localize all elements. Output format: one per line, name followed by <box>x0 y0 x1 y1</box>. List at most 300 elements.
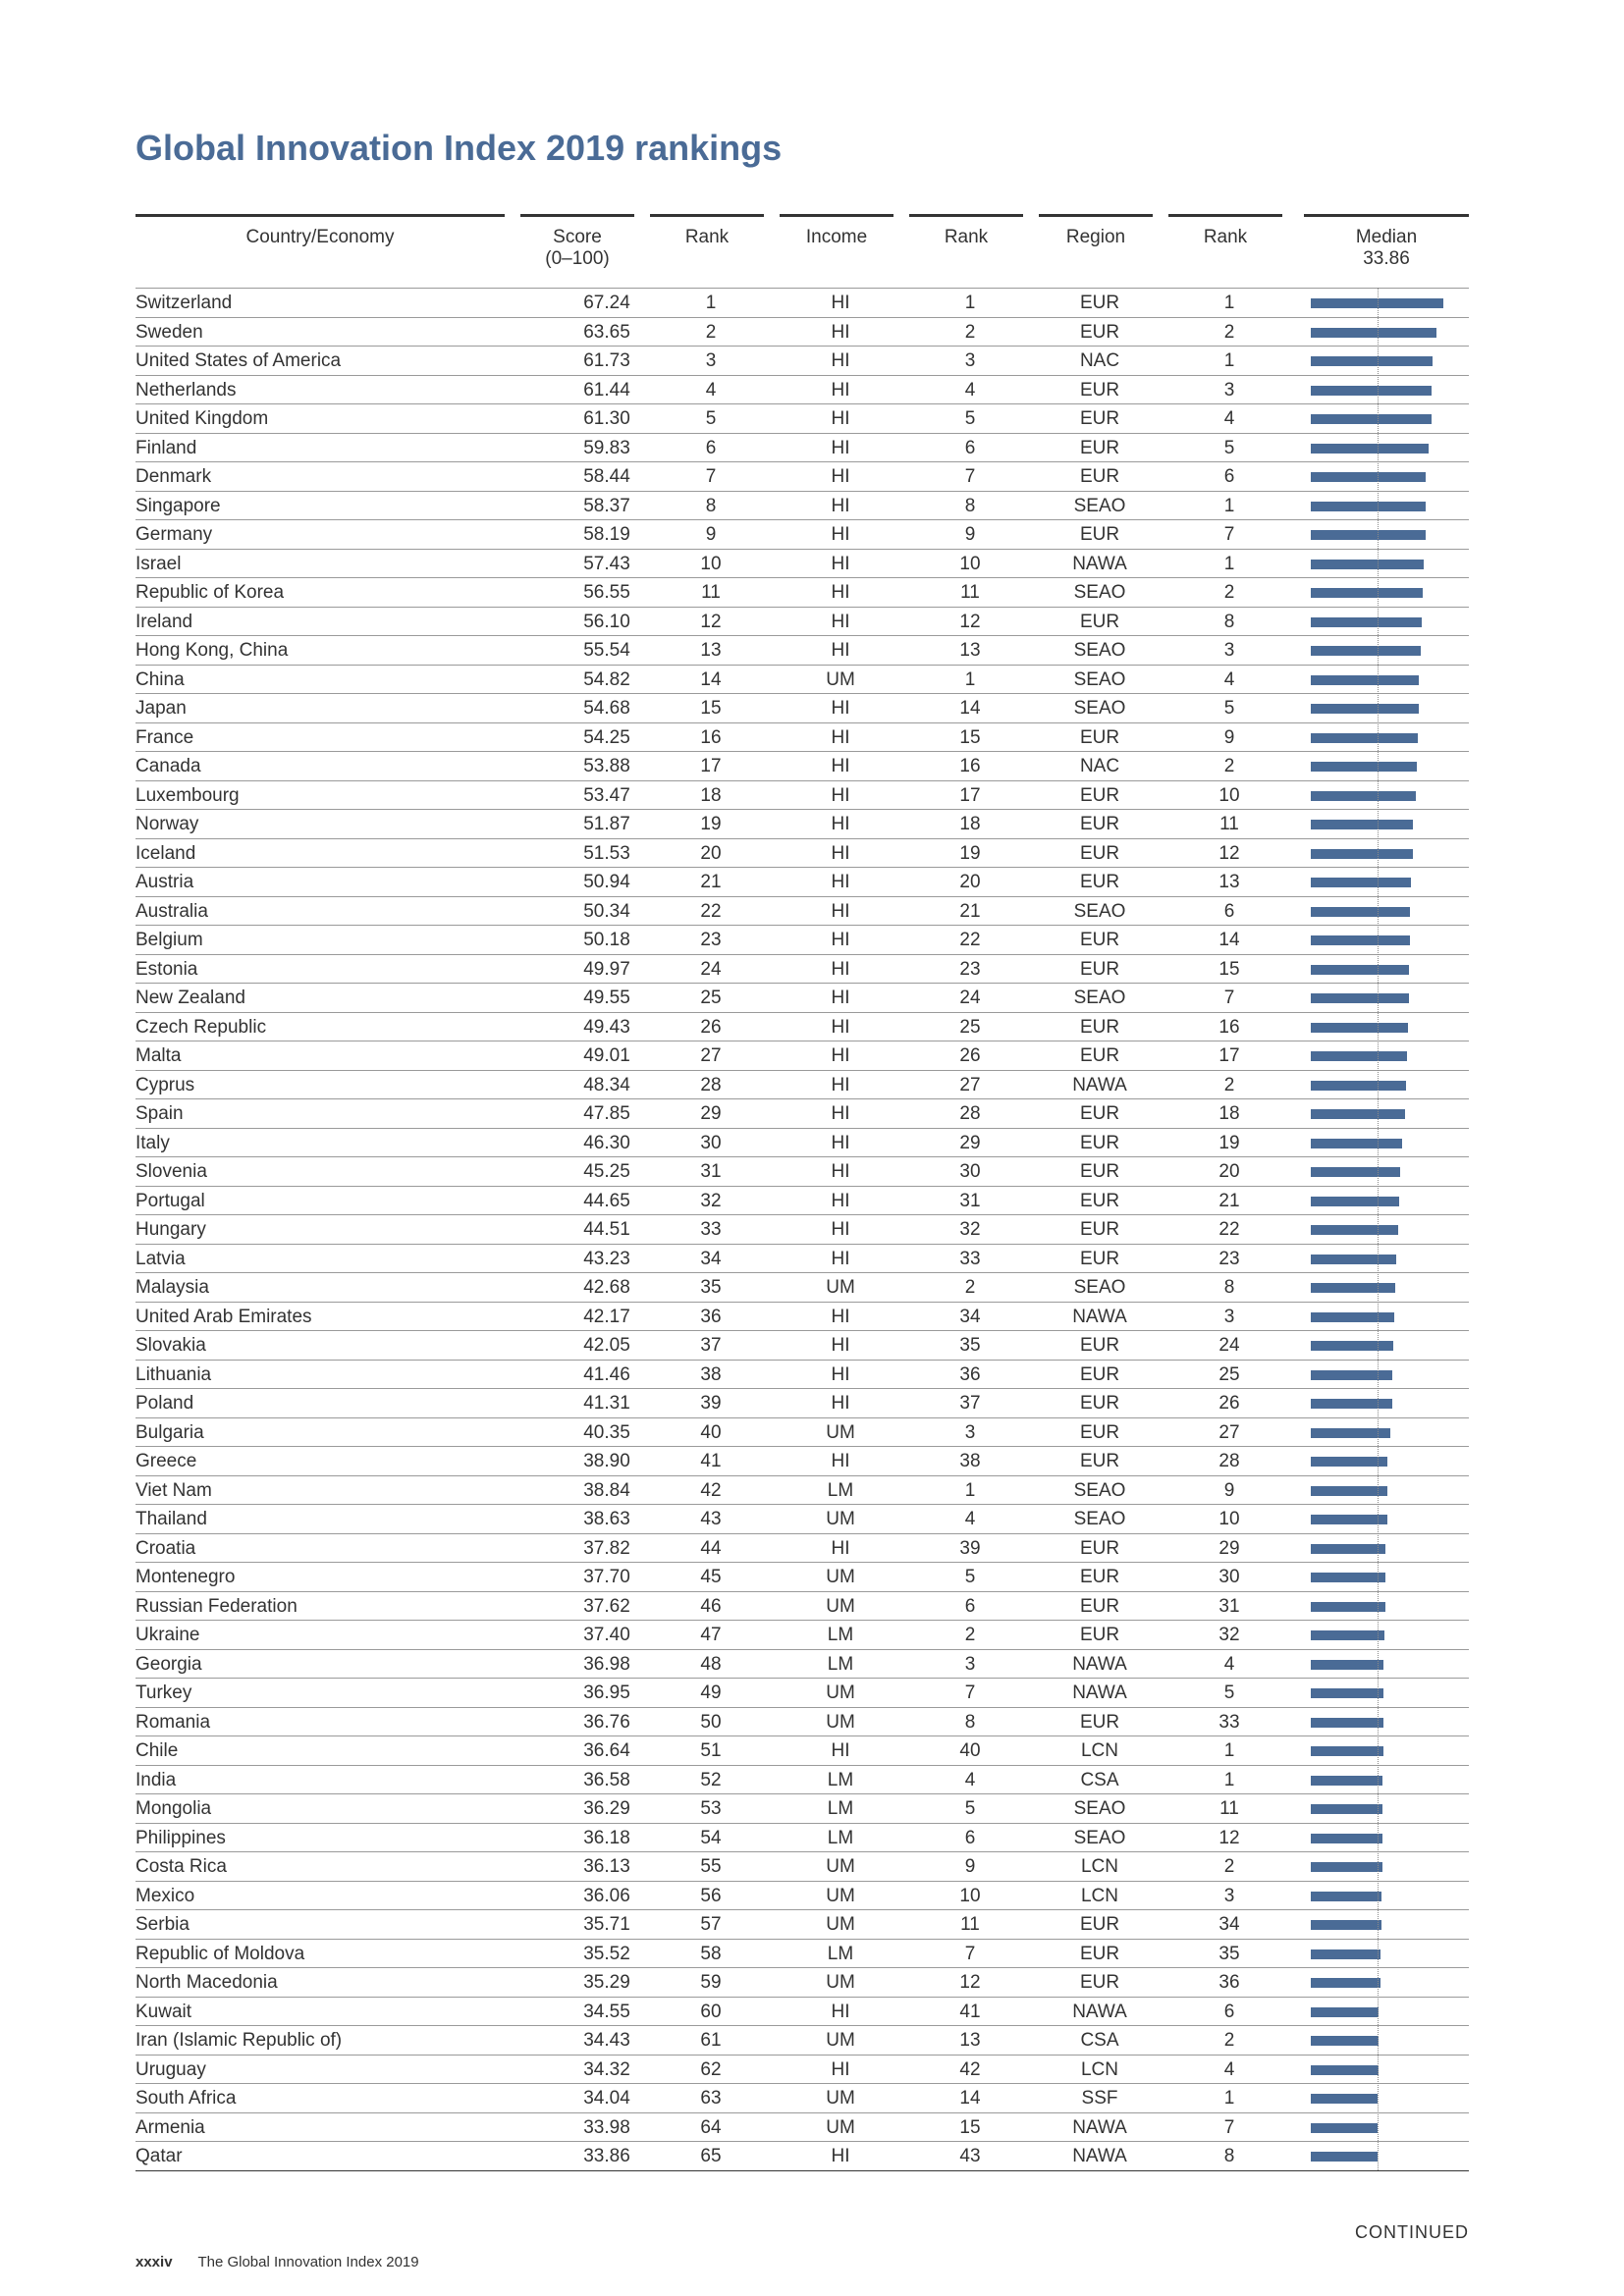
table-row <box>135 1245 1469 1274</box>
income-rank-cell: 30 <box>959 1161 981 1182</box>
score-cell: 58.44 <box>583 466 630 487</box>
table-row <box>135 2113 1469 2143</box>
income-cell: HI <box>831 582 850 603</box>
score-bar <box>1311 1949 1380 1959</box>
score-cell: 42.05 <box>583 1335 630 1356</box>
region-rank-cell: 6 <box>1223 2001 1235 2022</box>
median-line <box>1378 288 1379 2170</box>
country-cell: Poland <box>135 1393 194 1414</box>
region-cell: EUR <box>1079 1567 1120 1587</box>
region-rank-cell: 1 <box>1223 293 1235 313</box>
score-cell: 54.25 <box>583 726 630 748</box>
country-cell: Lithuania <box>135 1363 212 1385</box>
income-cell: HI <box>831 524 850 545</box>
table-row <box>135 723 1469 753</box>
score-cell: 34.43 <box>583 2030 630 2051</box>
region-cell: EUR <box>1079 524 1120 545</box>
score-bar <box>1311 1630 1384 1640</box>
rank-cell: 1 <box>705 293 717 313</box>
score-bar <box>1311 1660 1383 1670</box>
income-cell: HI <box>831 2058 850 2080</box>
region-rank-cell: 22 <box>1218 1219 1240 1240</box>
region-cell: SEAO <box>1073 582 1126 603</box>
score-bar <box>1311 1892 1381 1901</box>
income-cell: HI <box>831 321 850 343</box>
score-bar <box>1311 704 1419 714</box>
table-row <box>135 462 1469 492</box>
score-cell: 42.68 <box>583 1277 630 1298</box>
country-cell: Belgium <box>135 930 203 950</box>
header-rule-region-rank <box>1168 214 1282 217</box>
header-region: Region <box>1065 227 1126 247</box>
region-rank-cell: 28 <box>1218 1451 1240 1471</box>
table-row <box>135 1534 1469 1564</box>
income-cell: UM <box>826 1682 855 1703</box>
rank-cell: 49 <box>700 1682 722 1703</box>
country-cell: Czech Republic <box>135 1016 267 1038</box>
rank-cell: 54 <box>700 1827 722 1848</box>
region-cell: EUR <box>1079 466 1120 487</box>
continued-label: CONTINUED <box>1355 2222 1469 2242</box>
rank-cell: 43 <box>700 1509 722 1529</box>
score-bar <box>1311 617 1422 627</box>
rank-cell: 21 <box>700 872 722 892</box>
region-cell: EUR <box>1079 1016 1120 1038</box>
score-bar <box>1311 386 1432 396</box>
rank-cell: 56 <box>700 1885 722 1906</box>
table-row <box>135 1852 1469 1882</box>
income-rank-cell: 7 <box>964 466 976 487</box>
score-cell: 45.25 <box>583 1161 630 1182</box>
region-cell: NAWA <box>1072 2001 1127 2022</box>
region-cell: EUR <box>1079 1625 1120 1645</box>
rank-cell: 6 <box>705 437 717 458</box>
region-cell: EUR <box>1079 408 1120 429</box>
score-bar <box>1311 1312 1394 1322</box>
income-rank-cell: 9 <box>964 1856 976 1877</box>
score-bar <box>1311 1370 1392 1380</box>
score-cell: 40.35 <box>583 1421 630 1443</box>
income-rank-cell: 6 <box>964 1827 976 1848</box>
region-cell: EUR <box>1079 1363 1120 1385</box>
region-rank-cell: 23 <box>1218 1248 1240 1269</box>
rank-cell: 17 <box>700 756 722 776</box>
score-cell: 63.65 <box>583 321 630 343</box>
region-rank-cell: 7 <box>1223 524 1235 545</box>
income-cell: HI <box>831 1219 850 1240</box>
income-cell: LM <box>827 1479 854 1501</box>
rank-cell: 60 <box>700 2001 722 2022</box>
header-median <box>1304 227 1469 270</box>
region-cell: SEAO <box>1073 1479 1126 1501</box>
income-rank-cell: 15 <box>959 726 981 748</box>
income-rank-cell: 7 <box>964 1943 976 1964</box>
region-rank-cell: 33 <box>1218 1711 1240 1733</box>
rank-cell: 14 <box>700 668 722 690</box>
rank-cell: 16 <box>700 726 722 748</box>
region-cell: CSA <box>1080 1769 1119 1790</box>
income-rank-cell: 21 <box>959 900 981 922</box>
table-row <box>135 1331 1469 1361</box>
score-bar <box>1311 849 1413 859</box>
region-rank-cell: 1 <box>1223 2088 1235 2109</box>
region-cell: SEAO <box>1073 1509 1126 1529</box>
page-number: xxxiv <box>135 2254 173 2270</box>
region-cell: NAC <box>1079 350 1120 371</box>
score-cell: 37.82 <box>583 1537 630 1559</box>
country-cell: Mongolia <box>135 1798 212 1819</box>
table-row <box>135 1476 1469 1506</box>
country-cell: Japan <box>135 698 187 719</box>
country-cell: Croatia <box>135 1537 196 1559</box>
rank-cell: 32 <box>700 1190 722 1211</box>
income-cell: HI <box>831 958 850 980</box>
rank-cell: 46 <box>700 1595 722 1617</box>
region-rank-cell: 1 <box>1223 1740 1235 1761</box>
score-bar <box>1311 733 1418 743</box>
score-cell: 35.29 <box>583 1972 630 1993</box>
score-bar <box>1311 356 1433 366</box>
rank-cell: 59 <box>700 1972 722 1993</box>
table-row <box>135 578 1469 608</box>
score-bar <box>1311 1081 1406 1091</box>
score-bar <box>1311 1341 1393 1351</box>
income-cell: HI <box>831 726 850 748</box>
score-cell: 37.62 <box>583 1595 630 1617</box>
score-cell: 35.71 <box>583 1914 630 1935</box>
income-rank-cell: 5 <box>964 1798 976 1819</box>
table-row <box>135 434 1469 463</box>
country-cell: Finland <box>135 437 197 458</box>
country-cell: Costa Rica <box>135 1856 227 1877</box>
region-cell: EUR <box>1079 1914 1120 1935</box>
country-cell: Hong Kong, China <box>135 640 289 661</box>
country-cell: Slovakia <box>135 1335 206 1356</box>
income-cell: LM <box>827 1625 854 1645</box>
income-cell: UM <box>826 2030 855 2051</box>
score-cell: 35.52 <box>583 1943 630 1964</box>
table-row <box>135 1968 1469 1998</box>
table-row <box>135 2026 1469 2056</box>
region-rank-cell: 2 <box>1223 2030 1235 2051</box>
country-cell: Netherlands <box>135 379 237 400</box>
score-bar <box>1311 1399 1392 1409</box>
rank-cell: 50 <box>700 1711 722 1733</box>
income-cell: HI <box>831 988 850 1008</box>
score-bar <box>1311 2152 1378 2162</box>
country-cell: United States of America <box>135 350 342 371</box>
table-row <box>135 608 1469 637</box>
income-cell: HI <box>831 756 850 776</box>
region-rank-cell: 5 <box>1223 437 1235 458</box>
score-cell: 36.29 <box>583 1798 630 1819</box>
region-cell: EUR <box>1079 1711 1120 1733</box>
income-cell: HI <box>831 930 850 950</box>
region-rank-cell: 11 <box>1219 814 1239 834</box>
score-bar <box>1311 1776 1382 1786</box>
income-rank-cell: 3 <box>964 1653 976 1675</box>
table-row <box>135 926 1469 955</box>
region-rank-cell: 12 <box>1218 842 1240 864</box>
region-cell: SEAO <box>1073 1798 1126 1819</box>
region-cell: NAWA <box>1072 553 1127 574</box>
country-cell: Slovenia <box>135 1161 207 1182</box>
score-bar <box>1311 1804 1382 1814</box>
score-bar <box>1311 2007 1379 2017</box>
score-bar <box>1311 1255 1396 1264</box>
country-cell: Viet Nam <box>135 1479 212 1501</box>
rank-cell: 53 <box>700 1798 722 1819</box>
score-cell: 44.51 <box>583 1219 630 1240</box>
rank-cell: 10 <box>700 553 722 574</box>
rankings-table <box>135 214 1469 2171</box>
rank-cell: 22 <box>700 900 722 922</box>
region-rank-cell: 34 <box>1218 1914 1240 1935</box>
country-cell: Iceland <box>135 842 196 864</box>
region-cell: SEAO <box>1073 1827 1126 1848</box>
region-cell: EUR <box>1079 842 1120 864</box>
header-median-value: 33.86 <box>1363 248 1410 269</box>
rank-cell: 13 <box>700 640 722 661</box>
score-bar <box>1311 1515 1387 1524</box>
score-bar <box>1311 965 1409 975</box>
country-cell: Kuwait <box>135 2001 192 2022</box>
score-cell: 37.40 <box>583 1625 630 1645</box>
income-rank-cell: 10 <box>959 553 981 574</box>
score-cell: 58.37 <box>583 495 630 516</box>
income-rank-cell: 7 <box>964 1682 976 1703</box>
region-rank-cell: 13 <box>1218 872 1240 892</box>
score-cell: 36.06 <box>583 1885 630 1906</box>
country-cell: Montenegro <box>135 1567 236 1587</box>
region-cell: EUR <box>1079 1190 1120 1211</box>
header-rule-income <box>780 214 893 217</box>
table-row <box>135 781 1469 811</box>
region-cell: EUR <box>1079 1132 1120 1153</box>
rank-cell: 40 <box>700 1421 722 1443</box>
score-bar <box>1311 1834 1382 1843</box>
rank-cell: 25 <box>700 988 722 1008</box>
table-row <box>135 1621 1469 1650</box>
score-bar <box>1311 1139 1402 1148</box>
region-rank-cell: 6 <box>1223 900 1235 922</box>
region-rank-cell: 9 <box>1223 726 1235 748</box>
score-bar <box>1311 502 1426 511</box>
score-cell: 36.76 <box>583 1711 630 1733</box>
score-cell: 36.58 <box>583 1769 630 1790</box>
score-bar <box>1311 1688 1383 1698</box>
score-cell: 50.94 <box>583 872 630 892</box>
score-cell: 51.87 <box>583 814 630 834</box>
score-cell: 57.43 <box>583 553 630 574</box>
table-row <box>135 492 1469 521</box>
country-cell: Ukraine <box>135 1625 200 1645</box>
country-cell: Ireland <box>135 611 193 632</box>
rank-cell: 57 <box>700 1914 722 1935</box>
income-cell: HI <box>831 611 850 632</box>
income-rank-cell: 11 <box>960 1914 980 1935</box>
income-cell: HI <box>831 698 850 719</box>
score-cell: 59.83 <box>583 437 630 458</box>
region-rank-cell: 27 <box>1218 1421 1240 1443</box>
income-rank-cell: 16 <box>959 756 981 776</box>
region-cell: EUR <box>1079 726 1120 748</box>
score-bar <box>1311 444 1429 454</box>
income-cell: UM <box>826 1885 855 1906</box>
table-row <box>135 1013 1469 1042</box>
score-cell: 34.04 <box>583 2088 630 2109</box>
country-cell: Russian Federation <box>135 1595 298 1617</box>
income-rank-cell: 10 <box>959 1885 981 1906</box>
region-cell: LCN <box>1080 1740 1118 1761</box>
rank-cell: 58 <box>700 1943 722 1964</box>
rank-cell: 51 <box>700 1740 722 1761</box>
rank-cell: 33 <box>700 1219 722 1240</box>
score-bar <box>1311 1862 1382 1872</box>
income-cell: HI <box>831 466 850 487</box>
country-cell: Georgia <box>135 1653 202 1675</box>
income-cell: LM <box>827 1827 854 1848</box>
region-rank-cell: 7 <box>1223 2116 1235 2138</box>
score-cell: 47.85 <box>583 1103 630 1124</box>
region-cell: NAWA <box>1072 1682 1127 1703</box>
income-rank-cell: 6 <box>964 437 976 458</box>
country-cell: Malaysia <box>135 1277 209 1298</box>
table-row <box>135 1099 1469 1129</box>
region-rank-cell: 18 <box>1218 1103 1240 1124</box>
region-rank-cell: 8 <box>1223 2146 1235 2166</box>
region-rank-cell: 4 <box>1223 2058 1235 2080</box>
region-rank-cell: 25 <box>1218 1363 1240 1385</box>
table-body <box>135 289 1469 2171</box>
region-rank-cell: 15 <box>1218 958 1240 980</box>
score-cell: 54.82 <box>583 668 630 690</box>
income-cell: HI <box>831 408 850 429</box>
region-cell: SEAO <box>1073 988 1126 1008</box>
country-cell: Mexico <box>135 1885 195 1906</box>
score-cell: 56.55 <box>583 582 630 603</box>
country-cell: Philippines <box>135 1827 226 1848</box>
table-row <box>135 1563 1469 1592</box>
region-rank-cell: 35 <box>1218 1943 1240 1964</box>
header-score <box>520 227 634 270</box>
score-bar <box>1311 1486 1387 1496</box>
header-score-range: (0–100) <box>545 248 610 269</box>
rank-cell: 9 <box>705 524 717 545</box>
score-cell: 49.55 <box>583 988 630 1008</box>
country-cell: Turkey <box>135 1682 192 1703</box>
country-cell: Republic of Korea <box>135 582 285 603</box>
region-cell: SEAO <box>1073 668 1126 690</box>
table-header <box>135 214 1469 289</box>
region-rank-cell: 32 <box>1218 1625 1240 1645</box>
score-cell: 41.31 <box>583 1393 630 1414</box>
region-rank-cell: 2 <box>1223 321 1235 343</box>
rank-cell: 30 <box>700 1132 722 1153</box>
rank-cell: 64 <box>700 2116 722 2138</box>
score-bar <box>1311 560 1424 569</box>
income-cell: HI <box>831 842 850 864</box>
income-cell: HI <box>831 2001 850 2022</box>
score-cell: 36.64 <box>583 1740 630 1761</box>
income-rank-cell: 17 <box>959 784 981 806</box>
income-rank-cell: 14 <box>959 698 981 719</box>
income-cell: HI <box>831 553 850 574</box>
table-row <box>135 550 1469 579</box>
table-row <box>135 1650 1469 1680</box>
rank-cell: 31 <box>700 1161 722 1182</box>
rank-cell: 65 <box>700 2146 722 2166</box>
score-bar <box>1311 935 1410 945</box>
header-income-rank: Rank <box>944 227 989 247</box>
score-cell: 49.97 <box>583 958 630 980</box>
region-rank-cell: 29 <box>1218 1537 1240 1559</box>
rank-cell: 29 <box>700 1103 722 1124</box>
score-bar <box>1311 1920 1381 1930</box>
country-cell: Estonia <box>135 958 198 980</box>
score-bar <box>1311 762 1417 772</box>
table-row <box>135 1505 1469 1534</box>
region-cell: NAWA <box>1072 1306 1127 1327</box>
score-cell: 61.30 <box>583 408 630 429</box>
rank-cell: 7 <box>705 466 717 487</box>
score-bar <box>1311 1457 1387 1467</box>
table-row <box>135 2142 1469 2171</box>
table-row <box>135 1187 1469 1216</box>
score-cell: 49.01 <box>583 1045 630 1066</box>
region-rank-cell: 10 <box>1218 784 1240 806</box>
table-row <box>135 1708 1469 1737</box>
score-cell: 34.32 <box>583 2058 630 2080</box>
income-rank-cell: 25 <box>959 1016 981 1038</box>
score-cell: 37.70 <box>583 1567 630 1587</box>
income-rank-cell: 19 <box>959 842 981 864</box>
income-rank-cell: 6 <box>964 1595 976 1617</box>
score-cell: 53.88 <box>583 756 630 776</box>
income-cell: HI <box>831 814 850 834</box>
score-bar <box>1311 414 1432 424</box>
table-row <box>135 404 1469 434</box>
region-rank-cell: 6 <box>1223 466 1235 487</box>
table-row <box>135 1794 1469 1824</box>
region-cell: EUR <box>1079 784 1120 806</box>
country-cell: India <box>135 1769 177 1790</box>
rank-cell: 20 <box>700 842 722 864</box>
region-rank-cell: 2 <box>1223 1074 1235 1095</box>
country-cell: Singapore <box>135 495 221 516</box>
country-cell: Chile <box>135 1740 179 1761</box>
table-row <box>135 289 1469 318</box>
income-cell: HI <box>831 784 850 806</box>
region-cell: EUR <box>1079 872 1120 892</box>
score-cell: 61.73 <box>583 350 630 371</box>
income-rank-cell: 3 <box>964 1421 976 1443</box>
table-row <box>135 1303 1469 1332</box>
rank-cell: 35 <box>700 1277 722 1298</box>
region-cell: EUR <box>1079 1219 1120 1240</box>
country-cell: Israel <box>135 553 182 574</box>
rank-cell: 36 <box>700 1306 722 1327</box>
table-row <box>135 347 1469 376</box>
country-cell: France <box>135 726 194 748</box>
rank-cell: 4 <box>705 379 717 400</box>
region-cell: EUR <box>1079 1943 1120 1964</box>
region-cell: LCN <box>1080 2058 1118 2080</box>
rank-cell: 5 <box>705 408 717 429</box>
income-cell: LM <box>827 1798 854 1819</box>
income-cell: UM <box>826 1277 855 1298</box>
rank-cell: 27 <box>700 1045 722 1066</box>
